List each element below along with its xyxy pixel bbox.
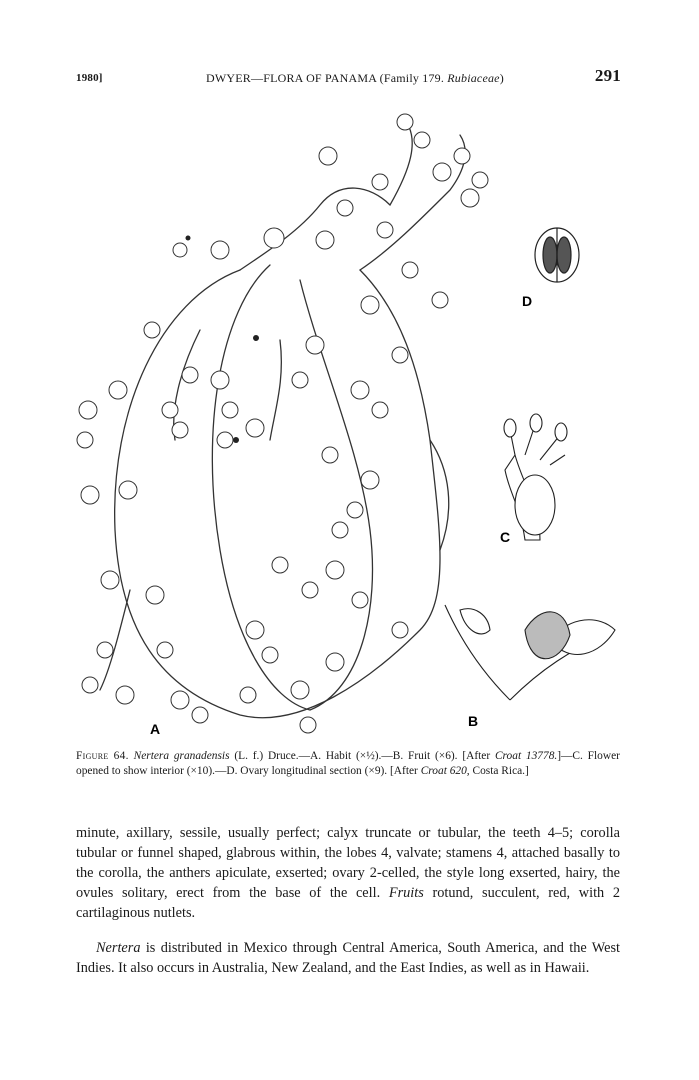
fruit <box>253 335 259 341</box>
flower-drawing <box>504 414 567 540</box>
leaf <box>81 486 99 504</box>
fruit <box>233 437 239 443</box>
fruit-branch-drawing <box>445 605 615 700</box>
leaf <box>472 172 488 188</box>
leaf <box>377 222 393 238</box>
leaf <box>101 571 119 589</box>
leaf <box>461 189 479 207</box>
leaf <box>116 686 134 704</box>
figure-caption-species: Nertera granadensis <box>133 750 230 762</box>
figure-illustration <box>70 110 630 745</box>
leaf <box>306 336 324 354</box>
leaf <box>82 677 98 693</box>
page-number: 291 <box>594 66 621 85</box>
leaf <box>300 717 316 733</box>
leaf <box>119 481 137 499</box>
leaf <box>157 642 173 658</box>
leaf <box>361 471 379 489</box>
leaf <box>326 561 344 579</box>
leaf <box>351 381 369 399</box>
leaf <box>326 653 344 671</box>
leaf <box>222 402 238 418</box>
running-head-title-text: DWYER—FLORA OF PANAMA (Family 179. <box>206 71 445 85</box>
leaf <box>240 687 256 703</box>
fruit <box>186 236 191 241</box>
leaf <box>171 691 189 709</box>
running-head-year: 1980] <box>76 72 103 84</box>
leaf <box>392 347 408 363</box>
leaf <box>77 432 93 448</box>
leaf <box>397 114 413 130</box>
leaf <box>217 432 233 448</box>
panel-label-a: A <box>150 721 161 737</box>
stem-center-branch <box>270 340 281 440</box>
leaf <box>79 401 97 419</box>
stem-inner-loop <box>212 265 372 710</box>
leaf <box>392 622 408 638</box>
leaf <box>361 296 379 314</box>
leaf <box>192 707 208 723</box>
leaf <box>372 174 388 190</box>
leaf <box>347 502 363 518</box>
leaf <box>264 228 284 248</box>
panel-label-d: D <box>522 293 533 309</box>
leaf <box>372 402 388 418</box>
paragraph-2-text: is distributed in Mexico through Central America, South America, and the West Indies. It also occurs in Australia, New Zealand, and the East Indies, as well as in Hawaii. <box>76 940 620 976</box>
paragraph-1-text: minute, axillary, sessile, usually perfect; calyx truncate or tubular, the teeth 4–5; corolla tubular or funnel shaped, glabrous within, the lobes 4, valvate; stamens 4, attached basally to the corolla, the anthers apiculate, exserted; ovary 2-celled, the style long exserted, hairy, the ovules solitary, erect from the base of the cell. <box>76 825 620 901</box>
leaf <box>246 621 264 639</box>
leaf <box>173 243 187 257</box>
leaf <box>262 647 278 663</box>
leaf <box>162 402 178 418</box>
paragraph-2-genus: Nertera <box>96 940 141 956</box>
paragraph-1-fruits: Fruits <box>388 885 424 901</box>
leaf <box>291 681 309 699</box>
leaf <box>319 147 337 165</box>
leaf <box>302 582 318 598</box>
figure-caption-mid: ]—C. Flower opened to show interior (×10).—D. Ovary longitudinal section (×9). [After <box>76 750 620 777</box>
stem-right-runner <box>360 135 465 270</box>
running-head-title <box>206 71 504 86</box>
leaf <box>332 522 348 538</box>
body-text <box>76 823 620 978</box>
running-head <box>76 66 621 90</box>
leaf <box>211 241 229 259</box>
leaf <box>292 372 308 388</box>
figure-caption-authority: (L. f.) Druce.—A. Habit (×½).—B. Fruit (×6). [After <box>234 750 491 762</box>
leaf <box>337 200 353 216</box>
leaf <box>402 262 418 278</box>
leaf <box>97 642 113 658</box>
leaf <box>454 148 470 164</box>
leaf <box>322 447 338 463</box>
leaf <box>272 557 288 573</box>
leaf <box>211 371 229 389</box>
leaf <box>182 367 198 383</box>
paragraph-2 <box>76 938 620 978</box>
paragraph-1 <box>76 823 620 923</box>
leaf <box>414 132 430 148</box>
leaf <box>432 292 448 308</box>
panel-label-c: C <box>500 529 511 545</box>
paragraph-1-tail: rotund, succulent, red, with 2 cartilaginous nutlets. <box>76 885 620 921</box>
figure-caption-label: Figure 64. <box>76 750 129 762</box>
leaf <box>109 381 127 399</box>
leaf <box>352 592 368 608</box>
running-head-family: Rubiaceae <box>447 71 500 85</box>
running-head-close: ) <box>499 71 504 85</box>
botanical-drawing <box>70 110 630 745</box>
leaf <box>172 422 188 438</box>
ovary-section-drawing <box>535 228 579 282</box>
figure-caption-croat1: Croat 13778. <box>494 750 558 762</box>
panel-label-b: B <box>468 713 479 729</box>
figure-caption <box>76 749 620 779</box>
leaf-cluster <box>77 114 488 733</box>
leaf <box>144 322 160 338</box>
leaf <box>316 231 334 249</box>
leaf <box>433 163 451 181</box>
stem-lower-branch <box>100 590 130 690</box>
figure-caption-croat2: Croat 620, <box>420 765 470 777</box>
leaf <box>146 586 164 604</box>
figure-caption-end: Costa Rica.] <box>472 765 529 777</box>
leaf <box>246 419 264 437</box>
